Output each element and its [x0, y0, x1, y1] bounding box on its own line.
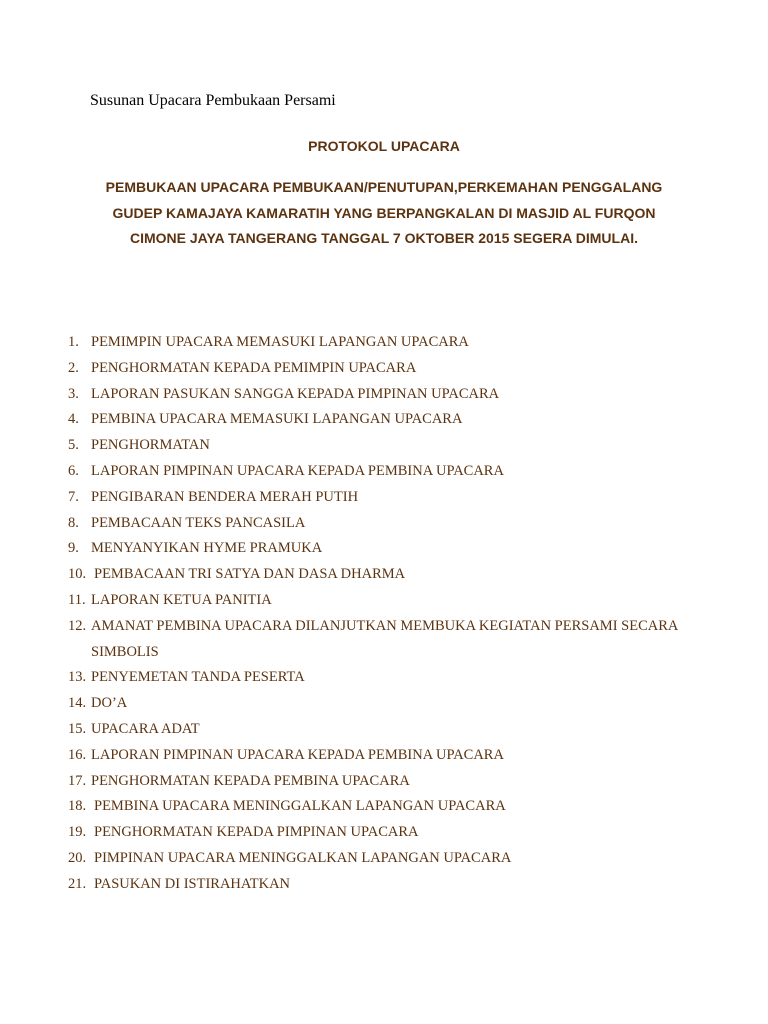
item-text: LAPORAN PIMPINAN UPACARA KEPADA PEMBINA UPACARA: [91, 462, 504, 479]
item-text: PEMBINA UPACARA MENINGGALKAN LAPANGAN UPACARA: [94, 798, 506, 815]
list-item: [68, 356, 708, 382]
list-item: [68, 536, 708, 562]
item-text: LAPORAN KETUA PANITIA: [91, 591, 272, 608]
list-item: [68, 691, 708, 717]
list-item: [68, 820, 708, 846]
list-item: [68, 872, 708, 898]
item-number: 9.: [68, 540, 79, 557]
item-number: 14.: [68, 695, 87, 712]
list-item: [68, 846, 708, 872]
item-number: 15.: [68, 720, 87, 737]
list-item: [68, 459, 708, 485]
item-number: 18.: [68, 798, 87, 815]
list-item: [68, 382, 708, 408]
item-number: 13.: [68, 669, 87, 686]
item-text: AMANAT PEMBINA UPACARA DILANJUTKAN MEMBUKA KEGIATAN PERSAMI SECARA SIMBOLIS: [91, 617, 678, 660]
list-item: [68, 743, 708, 769]
list-item: [68, 407, 708, 433]
protocol-title: PROTOKOL UPACARA: [308, 138, 460, 154]
item-text: PEMBINA UPACARA MEMASUKI LAPANGAN UPACARA: [91, 411, 463, 428]
item-text: PENYEMETAN TANDA PESERTA: [91, 669, 305, 686]
list-item: [68, 614, 708, 666]
item-number: 4.: [68, 411, 79, 428]
list-item: [68, 794, 708, 820]
item-number: 6.: [68, 462, 79, 479]
list-item: [68, 330, 708, 356]
item-number: 3.: [68, 385, 79, 402]
item-number: 12.: [68, 617, 87, 634]
item-number: 11.: [68, 591, 86, 608]
list-item: [68, 717, 708, 743]
item-text: PEMBACAAN TEKS PANCASILA: [91, 514, 306, 531]
item-text: PENGHORMATAN: [91, 437, 210, 454]
item-text: PASUKAN DI ISTIRAHATKAN: [94, 875, 291, 892]
item-number: 20.: [68, 849, 87, 866]
ceremony-agenda-list: [68, 330, 708, 898]
list-item: [68, 769, 708, 795]
item-number: 1.: [68, 334, 79, 350]
item-number: 5.: [68, 437, 79, 454]
item-text: PENGHORMATAN KEPADA PEMBINA UPACARA: [91, 772, 410, 789]
item-number: 17.: [68, 772, 87, 789]
item-number: 8.: [68, 514, 79, 531]
list-item: [68, 485, 708, 511]
item-text: LAPORAN PASUKAN SANGGA KEPADA PIMPINAN UPACARA: [91, 385, 500, 402]
item-text: PEMIMPIN UPACARA MEMASUKI LAPANGAN UPACARA: [91, 334, 469, 350]
item-number: 16.: [68, 746, 87, 763]
item-number: 2.: [68, 359, 79, 376]
item-text: MENYANYIKAN HYME PRAMUKA: [91, 540, 323, 557]
item-text: DO’A: [91, 695, 128, 712]
item-number: 10.: [68, 566, 87, 583]
item-text: PENGHORMATAN KEPADA PEMIMPIN UPACARA: [91, 359, 417, 376]
list-item: [68, 511, 708, 537]
item-text: PEMBACAAN TRI SATYA DAN DASA DHARMA: [94, 566, 406, 583]
item-text: UPACARA ADAT: [91, 720, 200, 737]
item-number: 19.: [68, 824, 87, 841]
list-item: [68, 665, 708, 691]
item-text: PIMPINAN UPACARA MENINGGALKAN LAPANGAN UPACARA: [94, 849, 512, 866]
item-number: 21.: [68, 875, 87, 892]
item-number: 7.: [68, 488, 79, 505]
item-text: LAPORAN PIMPINAN UPACARA KEPADA PEMBINA UPACARA: [91, 746, 504, 763]
opening-announcement: PEMBUKAAN UPACARA PEMBUKAAN/PENUTUPAN,PERKEMAHAN PENGGALANG GUDEP KAMAJAYA KAMARATIH YANG BERPANGKALAN DI MASJID AL FURQON CIMONE JAYA TANGERANG TANGGAL 7 OKTOBER 2015 SEGERA DIMULAI.: [105, 179, 663, 247]
item-text: PENGHORMATAN KEPADA PIMPINAN UPACARA: [94, 824, 419, 841]
list-item: [68, 433, 708, 459]
item-text: PENGIBARAN BENDERA MERAH PUTIH: [91, 488, 359, 505]
list-item: [68, 562, 708, 588]
list-item: [68, 588, 708, 614]
document-heading: Susunan Upacara Pembukaan Persami: [90, 92, 336, 109]
